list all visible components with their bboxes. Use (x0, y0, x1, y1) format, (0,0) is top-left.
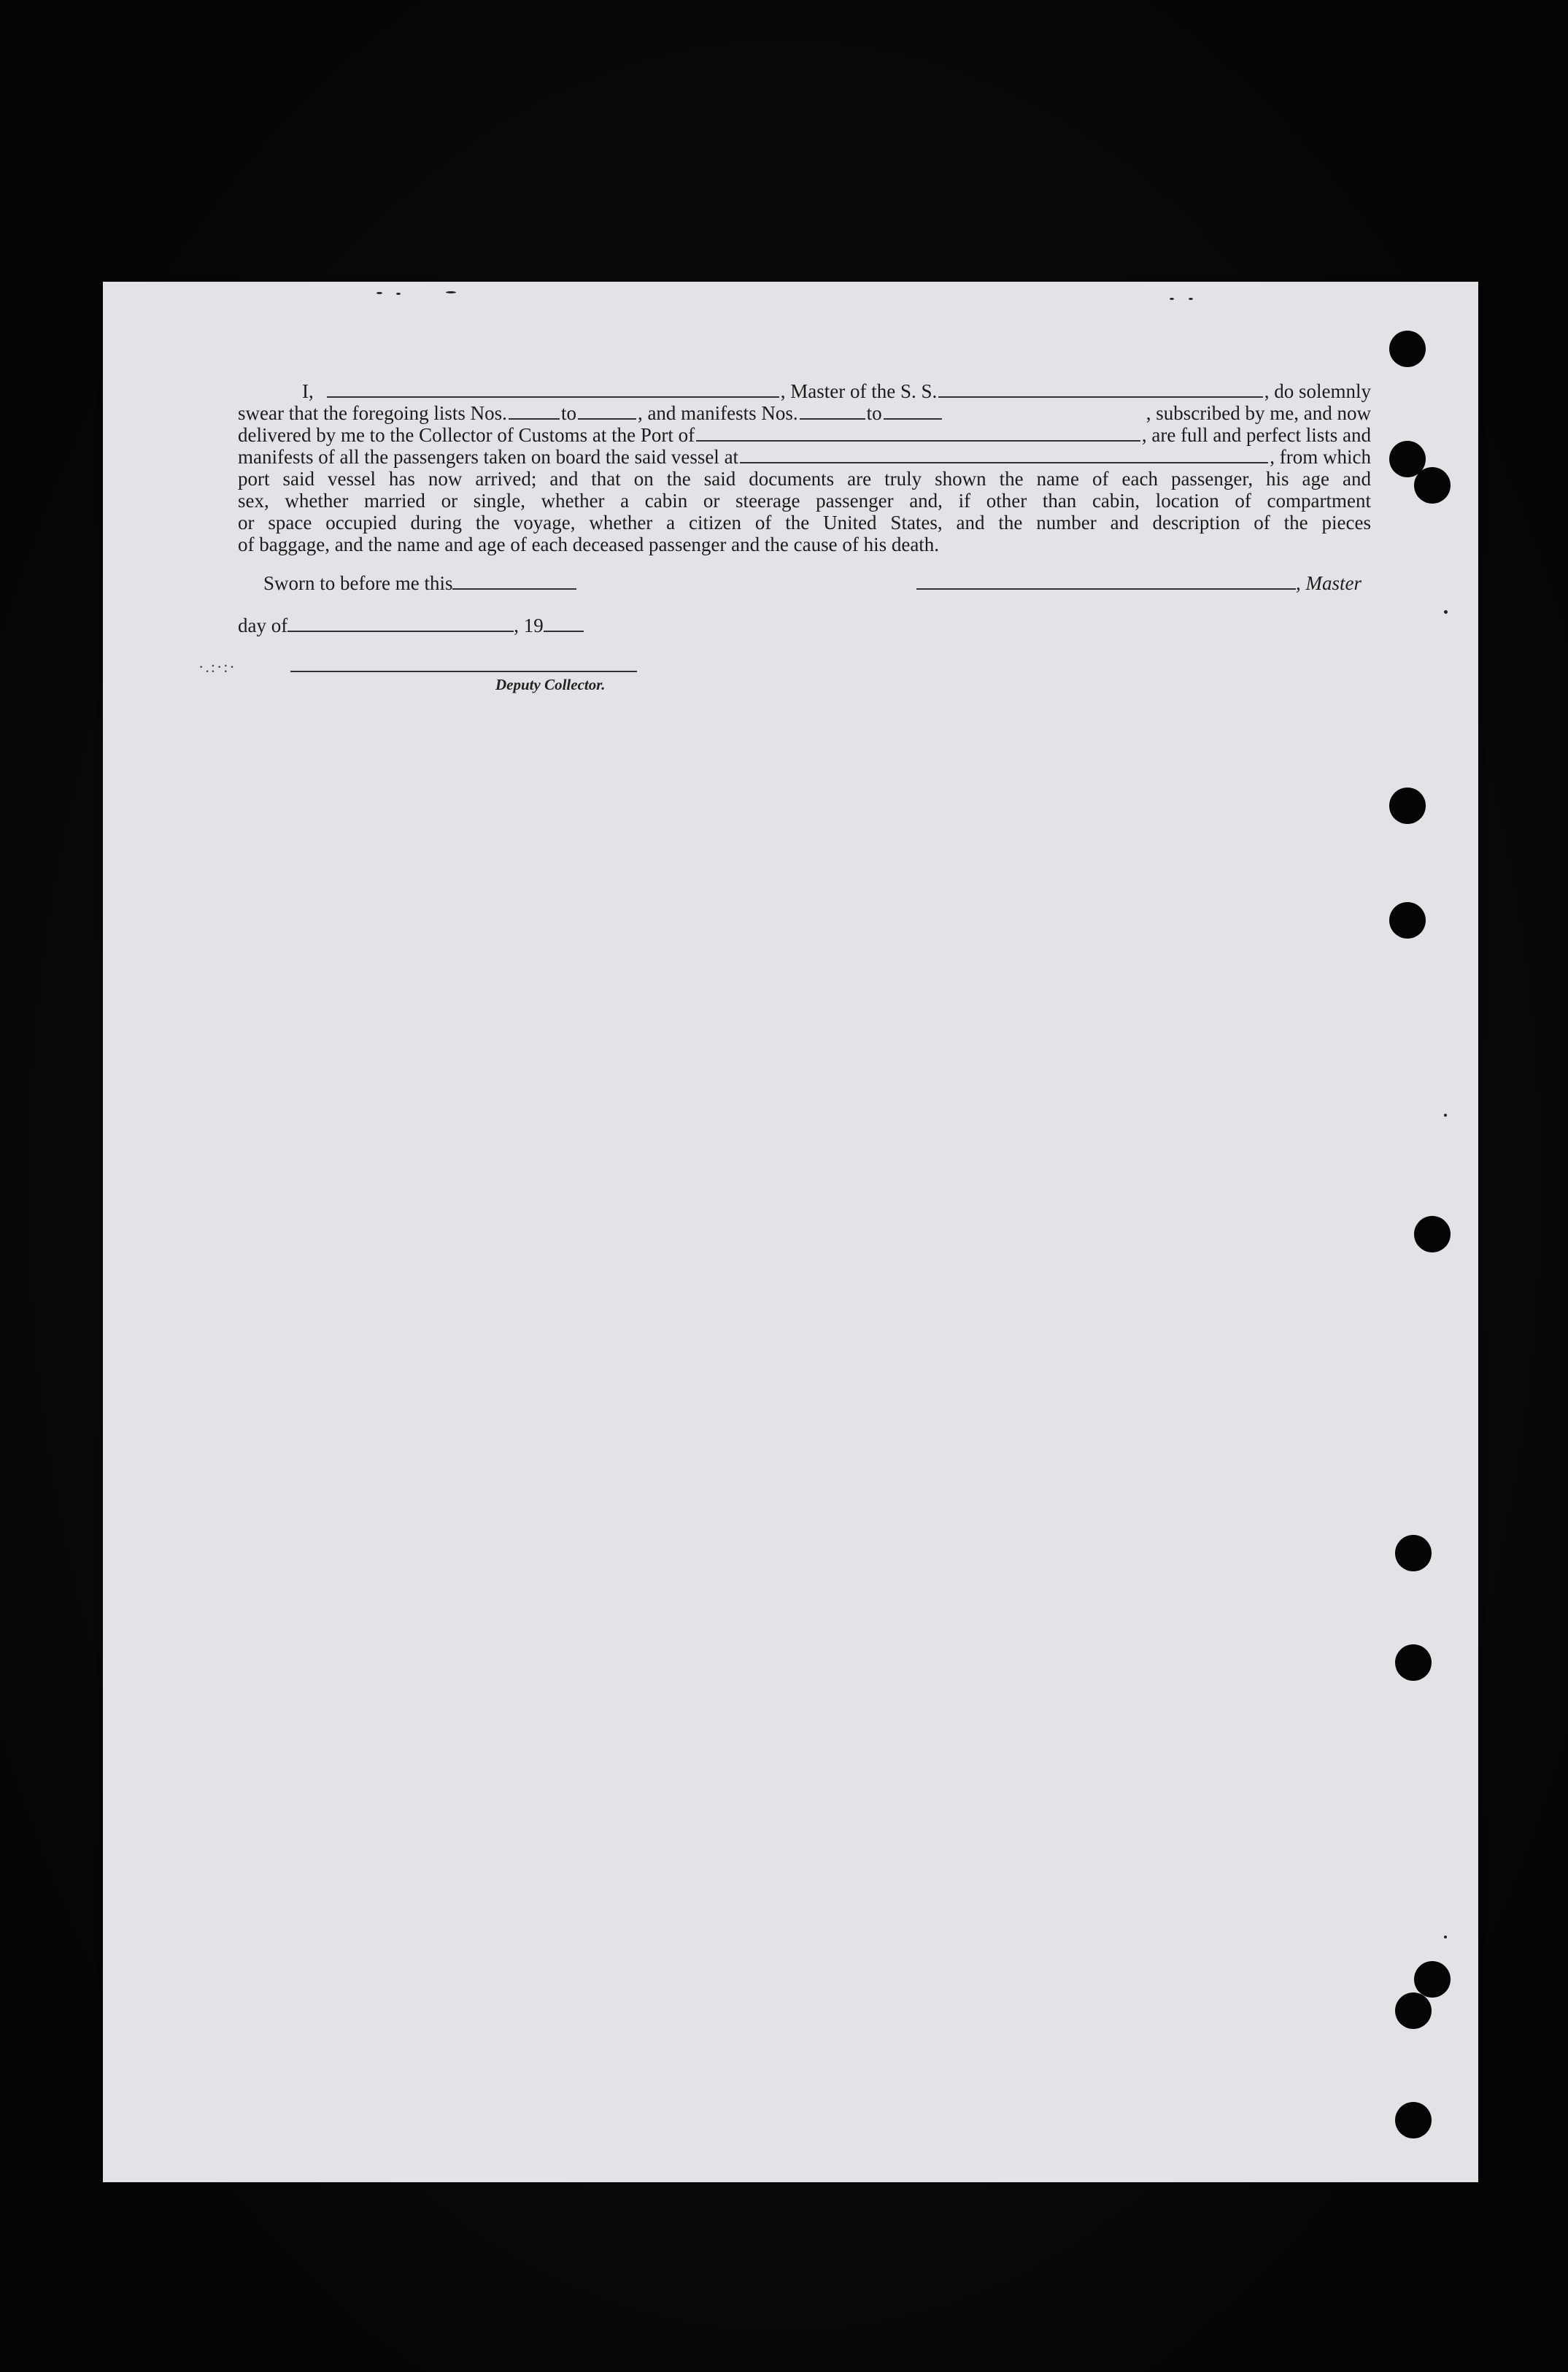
punch-hole (1395, 1644, 1432, 1681)
deputy-collector-label: Deputy Collector. (495, 676, 606, 693)
master-signature-blank[interactable] (916, 574, 1296, 590)
speck (1444, 1114, 1447, 1117)
sworn-date-blank[interactable] (452, 574, 576, 590)
oath-line-5 (238, 468, 1371, 490)
oath-line-2 (238, 402, 1371, 424)
oath-text-vessel-at: manifests of all the passengers taken on board the said vessel at (238, 446, 739, 468)
oath-text-full-perfect: , are full and perfect lists and (1141, 424, 1371, 446)
speck (1444, 1936, 1447, 1938)
oath-text-lists-nos: swear that the foregoing lists Nos. (238, 402, 507, 424)
oath-text-to-2: to (866, 402, 882, 424)
lists-to-blank[interactable] (578, 404, 636, 420)
ink-mark: ·.:·:· (198, 658, 236, 676)
day-row (238, 615, 584, 637)
speck (376, 292, 382, 294)
speck (396, 293, 401, 295)
oath-text-subscribed: , subscribed by me, and now (1146, 402, 1371, 424)
punch-hole (1395, 1535, 1432, 1571)
master-oath-paragraph (238, 380, 1371, 555)
sworn-row (263, 572, 576, 595)
speck (1444, 610, 1448, 614)
oath-text-master-of-ss: , Master of the S. S. (780, 380, 938, 402)
speck (1189, 298, 1193, 300)
manifests-to-blank[interactable] (884, 404, 942, 420)
year-blank[interactable] (544, 616, 584, 632)
manifest-back-page (103, 282, 1478, 2182)
master-name-blank[interactable] (327, 382, 779, 398)
speck (446, 291, 456, 293)
oath-line-8 (238, 534, 1081, 555)
sworn-label: Sworn to before me this (263, 572, 453, 594)
oath-line-4 (238, 446, 1371, 468)
day-label: day of (238, 615, 288, 636)
punch-hole (1389, 788, 1426, 824)
oath-text-port-of: delivered by me to the Collector of Customs at the Port of (238, 424, 695, 446)
ship-name-blank[interactable] (938, 382, 1263, 398)
punch-hole (1414, 467, 1451, 504)
oath-line-3 (238, 424, 1371, 446)
manifests-from-blank[interactable] (800, 404, 865, 420)
punch-hole (1414, 1216, 1451, 1252)
oath-text-to-1: to (560, 402, 576, 424)
punch-hole (1389, 331, 1426, 367)
lists-from-blank[interactable] (509, 404, 560, 420)
year-label: , 19 (514, 615, 544, 636)
day-of-blank[interactable] (287, 616, 514, 632)
departure-port-blank[interactable] (740, 447, 1268, 463)
punch-hole (1395, 1992, 1432, 2029)
speck (1170, 298, 1174, 300)
oath-text-manifests-nos: , and manifests Nos. (637, 402, 798, 424)
oath-line-7 (238, 512, 1371, 534)
arrival-port-blank[interactable] (696, 426, 1140, 442)
oath-line-6 (238, 490, 1371, 512)
oath-text-i: I, (302, 380, 314, 402)
oath-text-from-which: , from which (1270, 446, 1371, 468)
punch-hole (1389, 902, 1426, 939)
punch-hole (1395, 2102, 1432, 2138)
master-label: , Master (1296, 572, 1362, 594)
oath-text-line-5: port said vessel has now arrived; and that on the said documents are truly shown the name of each passenger, his age and (238, 468, 1371, 490)
master-signature-row (916, 572, 1362, 595)
deputy-signature-line[interactable] (290, 671, 637, 672)
oath-text-line-6: sex, whether married or single, whether a cabin or steerage passenger and, if other than cabin, location of compartment (238, 490, 1371, 512)
oath-text-do-solemnly: , do solemnly (1264, 380, 1371, 402)
punch-hole (1414, 1961, 1451, 1998)
oath-line-1 (238, 380, 1371, 402)
oath-text-line-7: or space occupied during the voyage, whether a citizen of the United States, and the number and description of the pieces (238, 512, 1371, 534)
oath-text-line-8: of baggage, and the name and age of each deceased passenger and the cause of his death. (238, 534, 940, 555)
